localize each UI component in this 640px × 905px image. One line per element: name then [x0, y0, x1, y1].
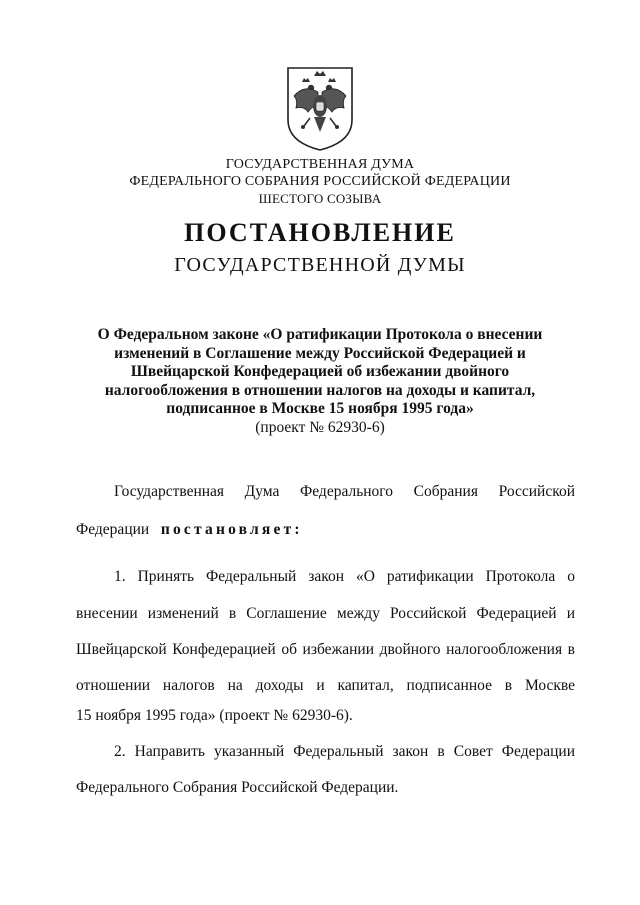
item-1-line-5: 15 ноября 1995 года» (проект № 62930-6).	[76, 707, 353, 724]
preamble-line-1: Государственная Дума Федерального Собрания Российской	[114, 483, 575, 500]
item-2-line-2: Федерального Собрания Российской Федерации.	[76, 779, 399, 796]
project-number: (проект № 62930-6)	[255, 418, 385, 436]
subject-line-5: подписанное в Москве 15 ноября 1995 года»	[166, 400, 474, 417]
subject-line-2: изменений в Соглашение между Российской Федерацией и	[114, 344, 526, 362]
document-subtitle: ГОСУДАРСТВЕННОЙ ДУМЫ	[174, 254, 466, 276]
header-line-3: ШЕСТОГО СОЗЫВА	[258, 191, 382, 206]
subject-line-4: налогообложения в отношении налогов на доходы и капитал,	[104, 381, 536, 399]
item-2-line-1: 2. Направить указанный Федеральный закон в Совет Федерации	[114, 743, 575, 760]
document-subject	[70, 326, 570, 437]
coat-of-arms-emblem	[282, 62, 358, 154]
preamble-federation: Федерации	[76, 521, 150, 538]
document-title: ПОСТАНОВЛЕНИЕ	[184, 218, 456, 247]
item-1-line-3: Швейцарской Конфедерацией об избежании двойного налогообложения в	[76, 641, 575, 658]
item-1-line-1: 1. Принять Федеральный закон «О ратификации Протокола о	[114, 568, 575, 585]
item-1-line-2: внесении изменений в Соглашение между Российской Федерацией и	[76, 605, 575, 622]
header-line-1: ГОСУДАРСТВЕННАЯ ДУМА	[225, 157, 415, 172]
subject-line-3: Швейцарской Конфедерацией об избежании двойного	[130, 363, 510, 380]
preamble-line-2	[76, 521, 575, 539]
subject-line-1: О Федеральном законе «О ратификации Протокола о внесении	[97, 326, 543, 343]
item-1-line-4: отношении налогов на доходы и капитал, подписанное в Москве	[76, 677, 575, 694]
header-line-2: ФЕДЕРАЛЬНОГО СОБРАНИЯ РОССИЙСКОЙ ФЕДЕРАЦИИ	[129, 174, 511, 189]
resolves-keyword: постановляет:	[160, 521, 303, 538]
